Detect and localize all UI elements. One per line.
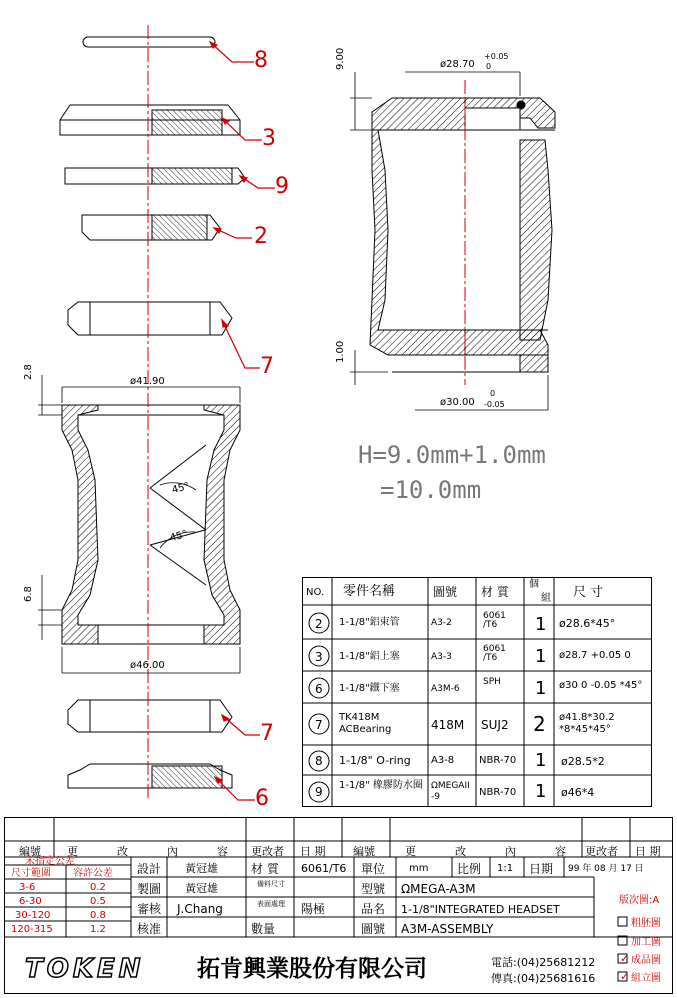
col-set: 組	[541, 593, 551, 604]
design-value: 黃冠雄	[185, 862, 218, 875]
rev-header-changer: 更改者	[251, 845, 284, 858]
model-value: ΩMEGA-A3M	[401, 882, 476, 896]
tolerance-value: 0.5	[90, 896, 106, 907]
row-size: ø41.8*30.2 *8*45*45°	[559, 712, 615, 735]
dim-cup-top-width: ø28.70	[440, 59, 475, 70]
dim-left-side-offset: 6.8	[23, 586, 34, 602]
col-qty: 個	[529, 579, 539, 590]
dim-cup-bottom-tol-upper: 0	[490, 389, 496, 398]
row-name: 1-1/8"鋁上塞	[339, 651, 400, 662]
row-material: SPH	[483, 677, 501, 687]
status-finished: 成品圖	[631, 955, 661, 966]
row-qty: 2	[533, 712, 546, 736]
row-no: 3	[315, 650, 323, 664]
tolerance-range: 6-30	[19, 896, 42, 907]
version-label: 版次圖:A	[619, 895, 660, 906]
check-icon: ✓	[620, 952, 630, 965]
callout-2: 2	[254, 224, 268, 249]
row-size: ø28.5*2	[561, 755, 605, 768]
row-qty: 1	[535, 614, 547, 635]
part-8-oring	[83, 37, 215, 47]
tolerance-title: 未指定公差	[25, 856, 75, 867]
dim-cup-bottom-height: 1.00	[335, 340, 346, 363]
row-size: ø28.7 +0.05 0	[559, 650, 631, 661]
tolerance-value: 0.2	[90, 882, 106, 893]
row-material: NBR-70	[479, 755, 517, 766]
rev-header-c4: 容	[217, 845, 228, 858]
rev-header-date: 日 期	[300, 845, 326, 858]
row-name: 1-1/8" 橡膠防水圈	[339, 780, 423, 791]
rev-header-c3: 內	[167, 845, 178, 858]
rev-header-c5: 更	[405, 845, 416, 858]
callout-9: 9	[275, 174, 289, 199]
part-9-seal	[65, 168, 245, 184]
status-machining: 加工圖	[631, 937, 661, 948]
tolerance-header-range: 尺寸範圍	[11, 868, 51, 879]
material-label: 材 質	[251, 862, 279, 876]
callout-8: 8	[254, 48, 268, 73]
rev-header-changer2: 更改者	[585, 845, 618, 858]
dim-cup-bottom-width: ø30.00	[440, 397, 475, 408]
status-assembly: 組立圖	[631, 973, 661, 984]
title-block	[4, 817, 673, 994]
callout-7-upper: 7	[260, 354, 274, 379]
tolerance-header-allow: 容許公差	[73, 868, 113, 879]
dim-cup-bottom-tol-lower: -0.05	[484, 400, 505, 409]
rev-header-c2: 改	[117, 845, 128, 858]
surface-value: 陽極	[301, 902, 326, 916]
head-tube-section	[62, 405, 240, 644]
row-material: SUJ2	[481, 718, 509, 732]
draw-label: 製圖	[137, 882, 162, 896]
date-value: 99 年 08 月 17 日	[568, 864, 644, 874]
scale-label: 比例	[457, 862, 482, 876]
col-size: 尺 寸	[573, 585, 604, 600]
row-qty: 1	[535, 781, 547, 802]
part-2-compression-ring	[82, 215, 220, 240]
row-no: 2	[315, 617, 323, 631]
tolerance-value: 1.2	[90, 924, 106, 935]
col-drawing: 圖號	[433, 585, 458, 599]
tolerance-range: 3-6	[19, 882, 36, 893]
row-size: ø46*4	[561, 786, 595, 799]
check-icon: ✓	[620, 970, 630, 983]
part-6-crown-race	[68, 764, 232, 788]
name-value: 1-1/8"INTEGRATED HEADSET	[401, 903, 560, 916]
company-fax: 傳真:(04)25681616	[491, 972, 596, 985]
row-drawing: A3M-6	[431, 684, 460, 694]
row-no: 8	[315, 754, 323, 768]
row-material: 6061 /T6	[483, 644, 506, 663]
parts-table	[302, 577, 652, 807]
drawing-value: A3M-ASSEMBLY	[401, 922, 494, 936]
part-3-top-plug	[60, 105, 240, 135]
model-label: 型號	[361, 882, 386, 896]
height-note-line2: =10.0mm	[380, 476, 482, 504]
row-qty: 1	[535, 646, 547, 667]
tolerance-range: 30-120	[15, 910, 51, 921]
row-material: NBR-70	[479, 787, 517, 798]
callout-7-lower: 7	[260, 721, 274, 746]
col-part-name: 零件名稱	[343, 584, 396, 599]
dim-angle-upper: 45°	[170, 480, 191, 497]
rev-header-c8: 容	[555, 845, 566, 858]
dim-angle-lower: 45°	[168, 528, 189, 545]
part-7-bearing-upper	[68, 302, 232, 335]
dim-cup-top-tol-upper: +0.05	[484, 52, 509, 61]
row-no: 6	[315, 682, 323, 696]
rev-header-c1: 更	[67, 845, 78, 858]
rev-header-c7: 內	[505, 845, 516, 858]
row-drawing: A3-2	[431, 618, 452, 628]
part-7-bearing-lower	[68, 700, 232, 732]
callout-6: 6	[255, 786, 269, 811]
review-label: 審核	[137, 902, 162, 916]
row-material: 6061 /T6	[483, 611, 506, 630]
row-qty: 1	[535, 678, 547, 699]
row-no: 7	[315, 718, 323, 732]
row-qty: 1	[535, 750, 547, 771]
row-name: 1-1/8" O-ring	[339, 754, 411, 767]
drawing-label: 圖號	[361, 922, 386, 936]
qty-label: 數量	[251, 922, 276, 936]
dim-left-bottom-width: ø46.00	[130, 660, 165, 671]
row-name: 1-1/8"鋁束管	[339, 617, 400, 628]
dim-left-top-offset: 2.8	[23, 364, 34, 380]
row-drawing: A3-3	[431, 652, 452, 662]
row-size: ø30 0 -0.05 *45°	[559, 680, 643, 691]
row-drawing: 418M	[431, 718, 465, 732]
rev-header-no: 編號	[19, 845, 41, 858]
row-name: 1-1/8"鐵下塞	[339, 683, 400, 694]
height-note-line1: H=9.0mm+1.0mm	[358, 441, 546, 469]
dim-left-top-width: ø41.90	[130, 376, 165, 387]
col-material: 材 質	[481, 585, 509, 599]
material-value: 6061/T6	[301, 862, 347, 875]
unit-label: 單位	[361, 862, 386, 876]
token-logo: TOKEN	[25, 954, 145, 984]
rev-header-c6: 改	[455, 845, 466, 858]
row-drawing: A3-8	[431, 755, 455, 766]
scale-value: 1:1	[497, 863, 514, 874]
col-no: NO.	[306, 587, 325, 598]
rev-header-date2: 日 期	[635, 845, 661, 858]
leader-lines	[210, 42, 275, 800]
company-name: 拓肯興業股份有限公司	[197, 956, 427, 982]
rev-header-no2: 編號	[353, 845, 375, 858]
tolerance-range: 120-315	[11, 924, 53, 935]
row-no: 9	[315, 785, 323, 799]
review-value: J.Chang	[177, 902, 223, 916]
surface-label: 表面處理	[257, 900, 285, 908]
row-name: TK418M ACBearing	[339, 712, 392, 735]
top-cup-section	[370, 98, 555, 372]
tolerance-value: 0.8	[90, 910, 106, 921]
stock-size-label: 備料尺寸	[257, 880, 285, 888]
date-label: 日期	[529, 862, 554, 876]
dim-cup-top-height: 9.00	[335, 47, 346, 70]
unit-value: mm	[409, 863, 429, 874]
row-size: ø28.6*45°	[559, 617, 616, 630]
company-tel: 電話:(04)25681212	[491, 956, 596, 969]
callout-3: 3	[262, 126, 276, 151]
draw-value: 黃冠雄	[185, 882, 218, 895]
name-label: 品名	[361, 902, 386, 916]
status-rough: 粗胚圖	[631, 918, 661, 929]
approve-label: 核准	[137, 922, 162, 936]
design-label: 設計	[137, 862, 162, 876]
row-drawing: ΩMEGAII -9	[431, 781, 470, 802]
dim-cup-top-tol-lower: 0	[486, 62, 492, 71]
